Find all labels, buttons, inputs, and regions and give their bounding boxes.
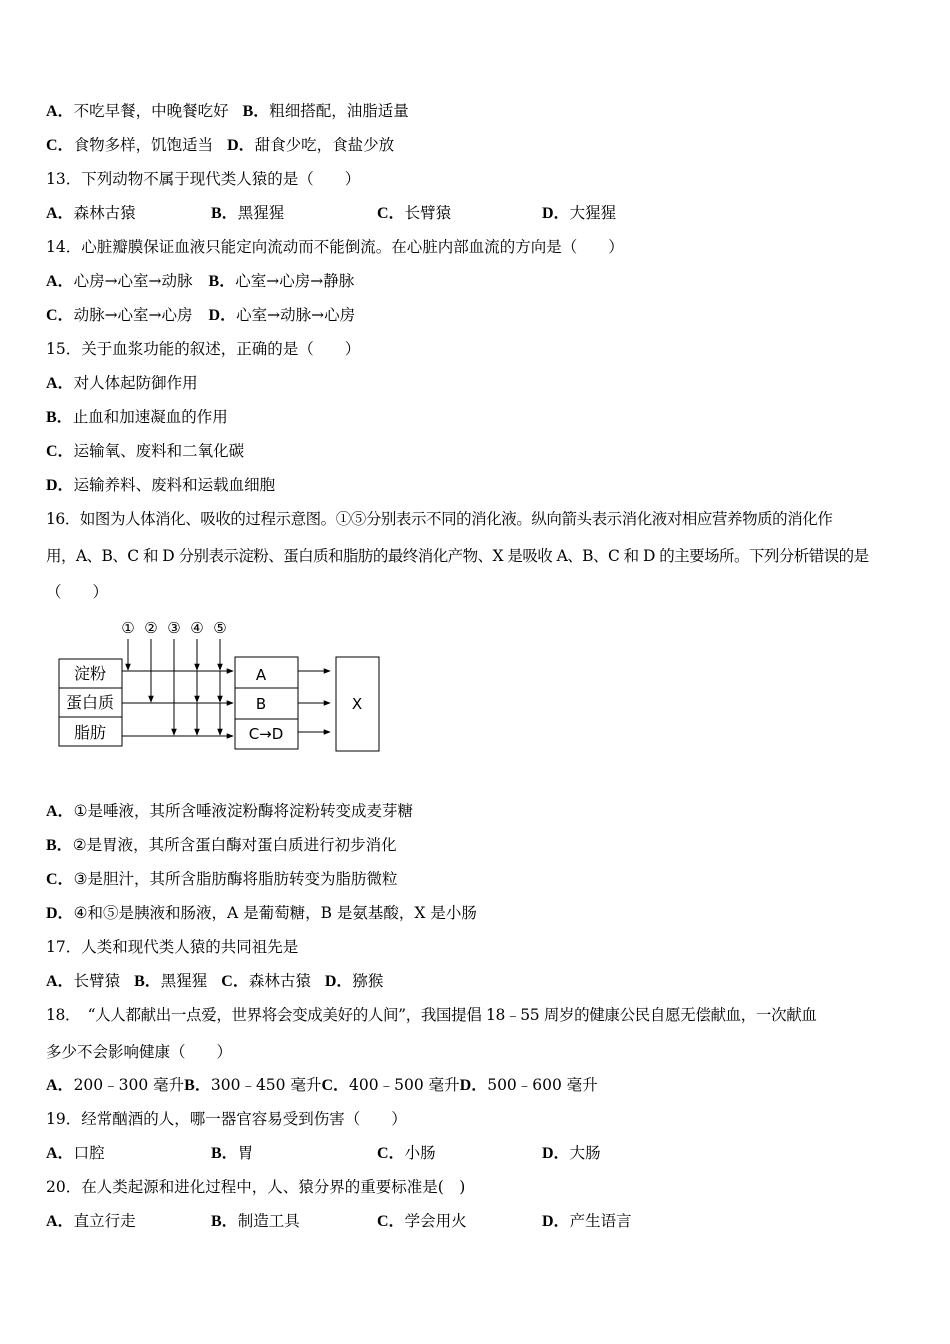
q20-options [46,1210,632,1233]
q16-option-c[interactable]: C．③是胆汁，其所含脂肪酶将脂肪转变为脂肪微粒 [46,870,398,888]
q17-stem: 17．人类和现代类人猿的共同祖先是 [46,938,299,956]
q18-options [46,1074,598,1097]
q12-option-c[interactable]: C．食物多样，饥饱适当 [46,136,214,154]
q13-stem: 13．下列动物不属于现代类人猿的是（ ） [46,170,361,188]
q12-options-row2 [46,134,394,157]
q20-option-d[interactable]: D．产生语言 [542,1212,632,1230]
q15-option-d[interactable]: D．运输养料、废料和运载血细胞 [46,476,276,494]
q16-stem-line2: 用，A、B、C 和 D 分别表示淀粉、蛋白质和脂肪的最终消化产物、X 是吸收 A、B、C 和 D 的主要场所。下列分析错误的是 [46,547,869,565]
q15-option-c[interactable]: C．运输氧、废料和二氧化碳 [46,442,245,460]
product-b: B [255,695,267,713]
q13-options [46,202,616,225]
absorption-site-x: X [351,695,363,713]
digestive-juice-4: ④ [190,619,204,637]
digestive-juice-1: ① [121,619,135,637]
q12-option-a[interactable]: A．不吃早餐，中晚餐吃好 [46,102,229,120]
q13-option-d[interactable]: D．大猩猩 [542,204,617,222]
q18-option-d[interactable]: D．500﹣600 毫升 [459,1076,598,1094]
q14-options-row2 [46,304,355,327]
q18-option-b[interactable]: B．300﹣450 毫升 [184,1076,322,1094]
product-c-to-d: C→D [248,725,284,743]
q20-option-c[interactable]: C．学会用火 [377,1212,467,1230]
q14-stem: 14．心脏瓣膜保证血液只能定向流动而不能倒流。在心脏内部血流的方向是（ ） [46,238,624,256]
q17-option-c[interactable]: C．森林古猿 [221,972,311,990]
q14-options-row1 [46,270,354,293]
q16-option-b[interactable]: B．②是胃液，其所含蛋白酶对蛋白质进行初步消化 [46,836,397,854]
nutrient-starch: 淀粉 [73,664,107,683]
nutrient-fat: 脂肪 [73,723,107,742]
product-a: A [255,666,267,684]
q20-stem: 20．在人类起源和进化过程中，人、猿分界的重要标准是( ) [46,1178,466,1196]
q13-option-c[interactable]: C．长臂猿 [377,204,452,222]
q13-option-a[interactable]: A．森林古猿 [46,204,136,222]
q16-option-a[interactable]: A．①是唾液，其所含唾液淀粉酶将淀粉转变成麦芽糖 [46,802,413,820]
q19-option-b[interactable]: B．胃 [211,1144,254,1162]
nutrient-protein: 蛋白质 [65,693,115,712]
q12-option-b[interactable]: B．粗细搭配，油脂适量 [242,102,409,120]
q17-option-a[interactable]: A．长臂猿 [46,972,121,990]
q17-options [46,970,383,993]
q19-options [46,1142,601,1165]
q15-stem: 15．关于血浆功能的叙述，正确的是（ ） [46,340,361,358]
q16-stem-line1: 16．如图为人体消化、吸收的过程示意图。①⑤分别表示不同的消化液。纵向箭头表示消化液对相应营养物质的消化作 [46,510,833,528]
q20-option-a[interactable]: A．直立行走 [46,1212,136,1230]
q12-options-row1 [46,100,409,123]
digestive-juice-2: ② [144,619,158,637]
q12-option-d[interactable]: D．甜食少吃，食盐少放 [227,136,395,154]
q16-stem-line3: （ ） [46,583,109,601]
q16-option-d[interactable]: D．④和⑤是胰液和肠液，A 是葡萄糖，B 是氨基酸，X 是小肠 [46,904,477,922]
q19-option-d[interactable]: D．大肠 [542,1144,601,1162]
q19-option-a[interactable]: A．口腔 [46,1144,105,1162]
q17-option-b[interactable]: B．黑猩猩 [134,972,208,990]
q17-option-d[interactable]: D．猕猴 [324,972,384,990]
digestion-diagram [50,612,390,757]
digestive-juice-3: ③ [167,619,181,637]
q14-option-a[interactable]: A．心房→心室→动脉 [46,272,193,290]
q19-option-c[interactable]: C．小肠 [377,1144,436,1162]
q18-stem-line1: 18． “人人都献出一点爱，世界将会变成美好的人间”，我国提倡 18﹣55 周岁的健康公民自愿无偿献血，一次献血 [46,1006,817,1024]
q15-option-a[interactable]: A．对人体起防御作用 [46,374,198,392]
q18-option-c[interactable]: C．400﹣500 毫升 [321,1076,460,1094]
q18-stem-line2: 多少不会影响健康（ ） [46,1043,233,1061]
q19-stem: 19．经常酗酒的人，哪一器官容易受到伤害（ ） [46,1110,407,1128]
q14-option-c[interactable]: C．动脉→心室→心房 [46,306,193,324]
q14-option-d[interactable]: D．心室→动脉→心房 [208,306,356,324]
q14-option-b[interactable]: B．心室→心房→静脉 [208,272,355,290]
digestive-juice-5: ⑤ [213,619,227,637]
q15-option-b[interactable]: B．止血和加速凝血的作用 [46,408,228,426]
q13-option-b[interactable]: B．黑猩猩 [211,204,285,222]
q20-option-b[interactable]: B．制造工具 [211,1212,300,1230]
q18-option-a[interactable]: A．200﹣300 毫升 [46,1076,185,1094]
